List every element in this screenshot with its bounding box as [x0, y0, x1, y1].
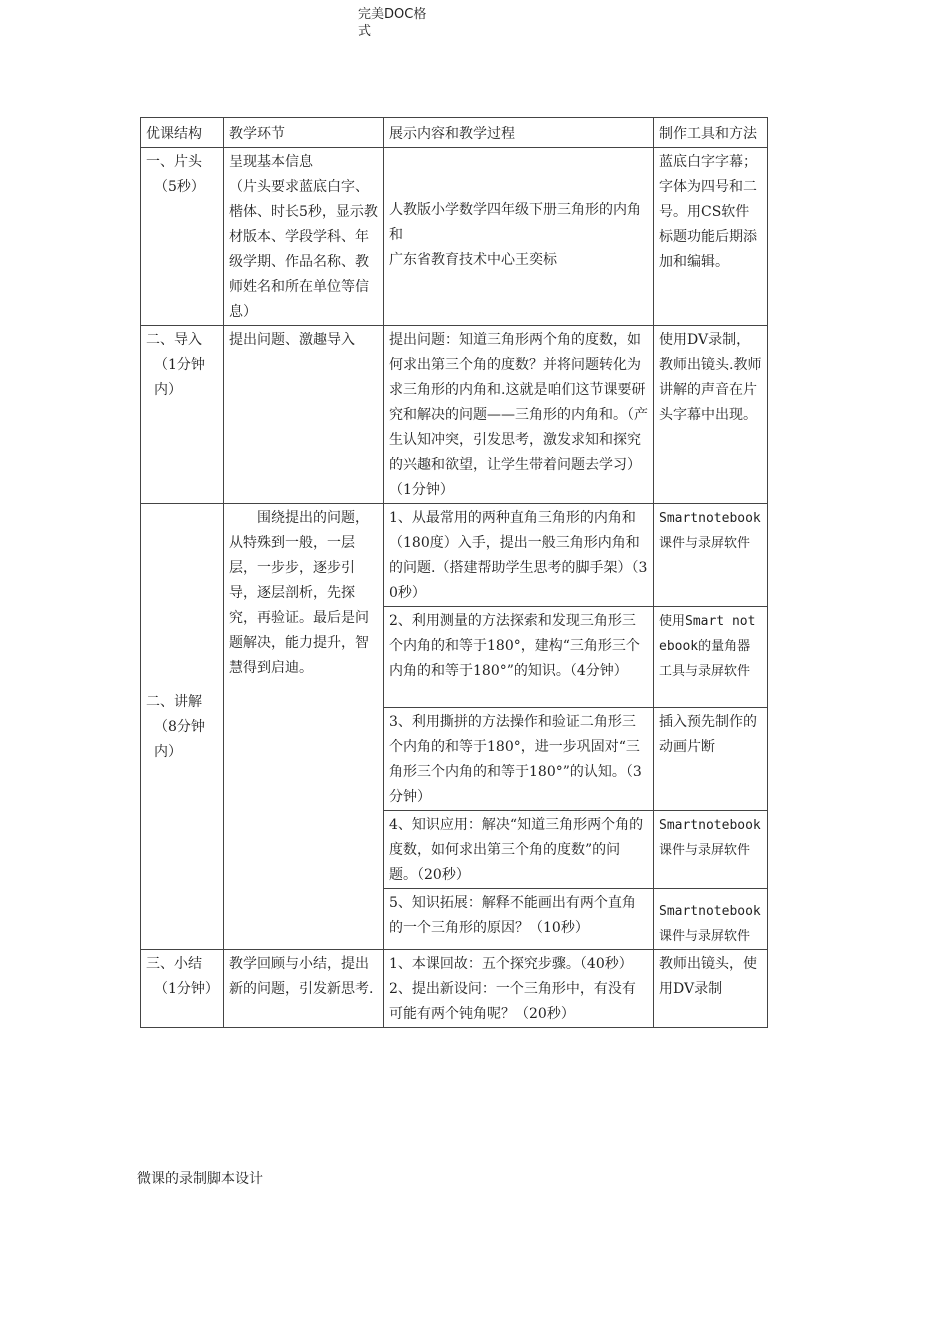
structure-cell [141, 950, 224, 1028]
structure-time: （1分钟） [154, 981, 219, 997]
content-cell: 4、知识应用：解决“知道三角形两个角的度数，如何求出第三个角的度数”的问题。（20秒） [384, 811, 654, 889]
content-line: 1、本课回故：五个探究步骤。（40秒） [389, 956, 633, 972]
content-cell: 5、知识拓展：解释不能画出有两个直角的一个三角形的原因？（10秒） [384, 889, 654, 950]
content-cell [384, 950, 654, 1028]
content-line: 广东省教育技术中心王奕标 [389, 252, 557, 268]
content-cell [384, 148, 654, 326]
teaching-link-cell: 围绕提出的问题，从特殊到一般，一层层，一步步，逐步引导，逐层剖析，先探究，再验证。最后是问题解决，能力提升，智慧得到启迪。 [224, 504, 384, 950]
header-teaching-link: 教学环节 [224, 118, 384, 148]
content-cell: 2、利用测量的方法探索和发现三角形三个内角的和等于180°，建构“三角形三个内角的和等于180°”的知识。（4分钟） [384, 607, 654, 708]
structure-title: 二、讲解 [146, 694, 202, 710]
tools-cell: Smartnotebook课件与录屏软件 [654, 889, 768, 950]
content-line: 2、提出新设问：一个三角形中，有没有可能有两个钝角呢？（20秒） [389, 981, 636, 1022]
header-structure: 优课结构 [141, 118, 224, 148]
header-line-1: 完美DOC格 [358, 7, 427, 22]
page-header [358, 6, 448, 40]
structure-title: 二、导入 [146, 332, 202, 348]
content-cell: 提出问题：知道三角形两个角的度数，如何求出第三个角的度数？并将问题转化为求三角形的内角和.这就是咱们这节课要研究和解决的问题——三角形的内角和。（产生认知冲突，引发思考，激发求知和探究的兴趣和欲望，让学生带着问题去学习）（1分钟） [384, 326, 654, 504]
tools-cell: 使用DV录制，教师出镜头.教师讲解的声音在片头字幕中出现。 [654, 326, 768, 504]
structure-time: （8分钟内） [154, 719, 205, 760]
tools-cell: 插入预先制作的动画片断 [654, 708, 768, 811]
structure-cell [141, 326, 224, 504]
structure-title: 三、小结 [146, 956, 202, 972]
table-row-summary [141, 950, 768, 1028]
header-content: 展示内容和教学过程 [384, 118, 654, 148]
link-body: （片头要求蓝底白字、楷体、时长5秒，显示教材版本、学段学科、年级学期、作品名称、教师姓名和所在单位等信息） [229, 179, 378, 320]
table-row-lead-in [141, 326, 768, 504]
table-row-intro [141, 148, 768, 326]
header-tools: 制作工具和方法 [654, 118, 768, 148]
link-title: 呈现基本信息 [229, 154, 313, 170]
tools-cell: 蓝底白字字幕；字体为四号和二号。用CS软件标题功能后期添加和编辑。 [654, 148, 768, 326]
content-cell: 1、从最常用的两种直角三角形的内角和（180度）入手，提出一般三角形内角和的问题.（搭建帮助学生思考的脚手架）（30秒） [384, 504, 654, 607]
structure-title: 一、片头 [146, 154, 202, 170]
content-cell: 3、利用撕拼的方法操作和验证二角形三个内角的和等于180°，进一步巩固对“三角形三个内角的和等于180°”的认知。（3分钟） [384, 708, 654, 811]
structure-time: （1分钟内） [154, 357, 205, 398]
tools-cell: 使用Smart notebook的量角器工具与录屏软件 [654, 607, 768, 708]
structure-cell [141, 148, 224, 326]
tools-cell: Smartnotebook课件与录屏软件 [654, 811, 768, 889]
tools-cell: Smartnotebook课件与录屏软件 [654, 504, 768, 607]
header-line-2: 式 [358, 24, 372, 39]
table-header-row [141, 118, 768, 148]
structure-cell [141, 504, 224, 950]
teaching-link-cell [224, 148, 384, 326]
teaching-link-cell: 提出问题、激趣导入 [224, 326, 384, 504]
script-table [140, 117, 768, 1028]
page-footer-title: 微课的录制脚本设计 [137, 1171, 263, 1187]
teaching-link-cell: 教学回顾与小结，提出新的问题，引发新思考. [224, 950, 384, 1028]
structure-time: （5秒） [154, 179, 205, 195]
tools-cell: 教师出镜头，使用DV录制 [654, 950, 768, 1028]
content-line: 人教版小学数学四年级下册三角形的内角和 [389, 202, 641, 243]
table-row-explain-1 [141, 504, 768, 607]
